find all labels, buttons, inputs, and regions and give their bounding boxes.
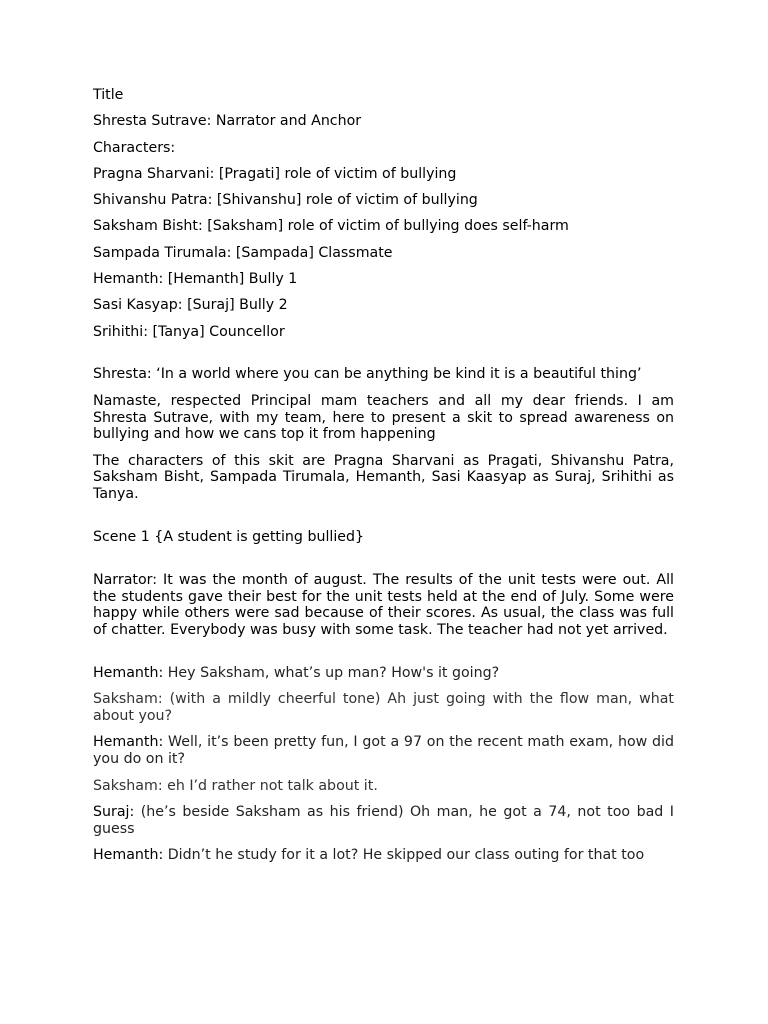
character-item: Pragna Sharvani: [Pragati] role of victim of bullying [93, 165, 457, 182]
intro-cast: The characters of this skit are Pragna Sharvani as Pragati, Shivanshu Patra, Saksham Bisht, Sampada Tirumala, Hemanth, Sasi Kaasyap as Suraj, Srihithi as Tanya. [93, 452, 674, 503]
blank-line [93, 555, 674, 572]
anchor-line: Shresta Sutrave: Narrator and Anchor [93, 113, 362, 130]
intro-welcome: Namaste, respected Principal mam teachers and all my dear friends. I am Shresta Sutrave, with my team, here to present a skit to spread awareness on bullying and how we cans top it from happening [93, 392, 674, 443]
dialogue-line [93, 691, 674, 725]
dialogue-line [93, 804, 674, 838]
dialogue-line [93, 665, 674, 682]
speaker-name: Hemanth: [93, 665, 164, 682]
dialogue-line [93, 778, 674, 795]
character-item: Hemanth: [Hemanth] Bully 1 [93, 271, 298, 288]
dialogue-text: eh I’d rather not talk about it. [162, 777, 378, 794]
speaker-name: Hemanth: [93, 734, 164, 751]
speaker-name: Saksham: [93, 777, 163, 794]
dialogue-text: Didn’t he study for it a lot? He skipped our class outing for that too [163, 846, 645, 863]
characters-heading: Characters: [93, 139, 176, 156]
dialogue-line [93, 734, 674, 768]
character-item: Sampada Tirumala: [Sampada] Classmate [93, 244, 393, 261]
doc-title: Title [93, 87, 124, 103]
scene-heading: Scene 1 {A student is getting bullied} [93, 529, 365, 546]
document-page [93, 87, 674, 873]
character-item: Saksham Bisht: [Saksham] role of victim of bullying does self-harm [93, 218, 569, 235]
speaker-name: Suraj: [93, 803, 135, 820]
narration: Narrator: It was the month of august. The results of the unit tests were out. All the students gave their best for the unit tests held at the end of July. Some were happy while others were sad because of their scores. As usual, the class was full of chatter. Everybody was busy with some task. The teacher had not yet arrived. [93, 571, 674, 639]
character-item: Srihithi: [Tanya] Councellor [93, 323, 285, 340]
dialogue-text: Hey Saksham, what’s up man? How's it going? [163, 665, 500, 682]
character-item: Shivanshu Patra: [Shivanshu] role of victim of bullying [93, 192, 478, 209]
dialogue-text: Well, it’s been pretty fun, I got a 97 on the recent math exam, how did you do on it? [93, 734, 674, 768]
dialogue-text: (with a mildly cheerful tone) Ah just going with the flow man, what about you? [93, 691, 674, 725]
blank-line [93, 649, 674, 666]
dialogue-line [93, 847, 674, 864]
speaker-name: Hemanth: [93, 846, 164, 863]
blank-line [93, 513, 674, 530]
character-item: Sasi Kasyap: [Suraj] Bully 2 [93, 297, 288, 314]
dialogue-text: (he’s beside Saksham as his friend) Oh man, he got a 74, not too bad I guess [93, 803, 674, 837]
blank-line [93, 350, 674, 367]
speaker-name: Saksham: [93, 691, 163, 708]
intro-quote: Shresta: ‘In a world where you can be anything be kind it is a beautiful thing’ [93, 366, 642, 383]
